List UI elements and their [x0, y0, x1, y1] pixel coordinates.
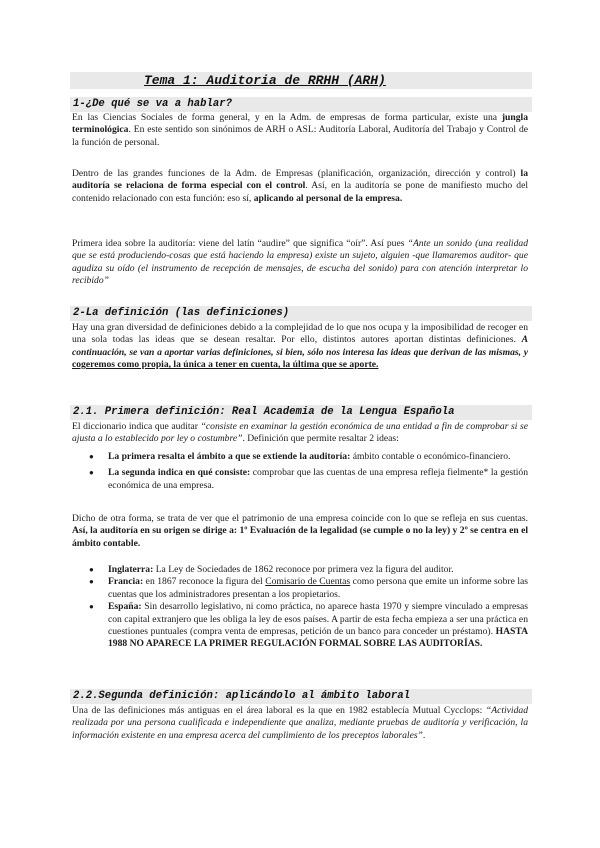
s1-paragraph-3: Primera idea sobre la auditoría: viene del latín “audire” que significa “oír”. Así pues “Ante un sonido (una realidad que se está produciendo-cosas que está haciendo la empresa) existe un sujeto, alguien -que llamaremos auditor- que agudiza su oído (el instrumento de recepción de mensajes, de escucha del sonido) para con atención interpretar lo recibido”: [72, 238, 528, 287]
s21-country-list: [72, 564, 528, 651]
s21-paragraph-1: El diccionario indica que auditar “consiste en examinar la gestión económica de una entidad a fin de comprobar si se ajusta a lo establecido por ley o costumbre”. Definición que permite resaltar 2 ideas:: [72, 421, 529, 445]
list-item-espana: ● España: Sin desarrollo legislativo, ni como práctica, no aparece hasta 1970 y siempre vinculado a empresas con capital extranjero que les obliga la ley de esos países. A partir de esta fecha empieza a ser una práctica en cuestiones puntuales (compra venta de empresas, petición de un banco para conceder un préstamo). HASTA 1988 NO APARECE LA PRIMER REGULACIÓN FORMAL SOBRE LAS AUDITORÍAS.: [72, 601, 528, 651]
document-title: Tema 1: Auditoria de RRHH (ARH): [144, 73, 386, 88]
section-2-1-heading: 2.1. Primera definición: Real Academia de la Lengua Española: [70, 405, 532, 420]
s1-paragraph-2: Dentro de las grandes funciones de la Adm. de Empresas (planificación, organización, dirección y control) la auditoría se relaciona de forma especial con el control. Así, en la auditoría se pone de manifiesto mucho del contenido relacionado con esta función: eso sí, aplicando al personal de la empresa.: [72, 168, 528, 204]
list-item-francia: ● Francia: en 1867 reconoce la figura del Comisario de Cuentas como persona que emite un informe sobre las cuentas que los administradores presentan a los propietarios.: [72, 576, 528, 601]
section-1-heading: 1-¿De qué se va a hablar?: [70, 97, 532, 112]
s1-paragraph-1: En las Ciencias Sociales de forma general, y en la Adm. de empresas de forma particular, existe una jungla terminológica. En este sentido son sinónimos de ARH o ASL: Auditoría Laboral, Auditoría del Trabajo y Control de la función de personal.: [72, 112, 528, 148]
title-banner: [70, 72, 532, 89]
section-2-heading: 2-La definición (las definiciones): [70, 306, 532, 321]
s22-paragraph-1: Una de las definiciones más antiguas en el área laboral es la que en 1982 establecía Mutual Cycclops: “Actividad realizada por una persona cualificada e independiente que analiza, mediante pruebas de auditoría y verificación, la información existente en una empresa acerca del cumplimiento de los preceptos laborales”.: [72, 705, 528, 741]
s21-paragraph-2: Dicho de otra forma, se trata de ver que el patrimonio de una empresa coincide con lo que se refleja en sus cuentas. Así, la auditoría en su origen se dirige a: 1º Evaluación de la legalidad (se cumple o no la ley) y 2º se centra en el ámbito contable.: [72, 513, 528, 549]
list-item-inglaterra: ● Inglaterra: La Ley de Sociedades de 1862 reconoce por primera vez la figura del auditor.: [72, 564, 528, 576]
list-item: ● La segunda indica en qué consiste: comprobar que las cuentas de una empresa refleja fielmente* la gestión económica de una empresa.: [72, 467, 528, 492]
section-2-2-heading: 2.2.Segunda definición: aplicándolo al ámbito laboral: [70, 689, 532, 704]
s21-idea-list: [72, 451, 528, 496]
s2-paragraph-1: Hay una gran diversidad de definiciones debido a la complejidad de lo que nos ocupa y la imposibilidad de recoger en una sola todas las ideas que se desean resaltar. Por ello, distintos autores aportan distintas definiciones. A continuación, se van a aportar varias definiciones, si bien, sólo nos interesa las ideas que derivan de las mismas, y cogeremos como propia, la única a tener en cuenta, la última que se aporte.: [72, 322, 528, 371]
list-item: ● La primera resalta el ámbito a que se extiende la auditoría: ámbito contable o económico-financiero.: [72, 451, 528, 463]
